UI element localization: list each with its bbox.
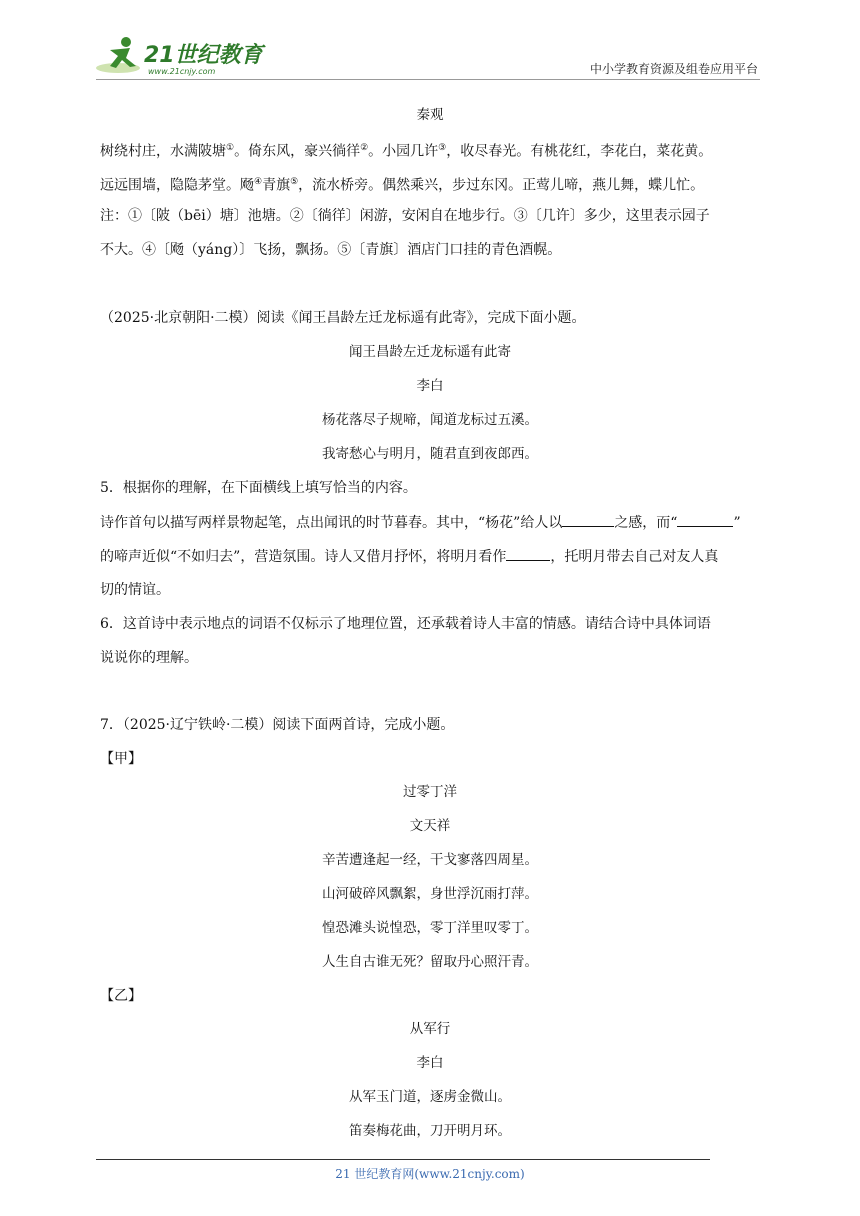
label-jia: 【甲】 bbox=[100, 751, 142, 767]
poem-author: 文天祥 bbox=[409, 818, 451, 834]
question-intro: 7．（2025·辽宁铁岭·二模）阅读下面两首诗，完成小题。 bbox=[100, 717, 455, 733]
svg-text:www.21cnjy.com: www.21cnjy.com bbox=[148, 67, 216, 76]
footer-link[interactable]: 21 世纪教育网(www.21cnjy.com) bbox=[335, 1167, 525, 1181]
note-line: 注：①〔陂（bēi）塘〕池塘。②〔徜徉〕闲游，安闲自在地步行。③〔几许〕多少，这里表示园子 bbox=[100, 208, 710, 224]
poem-author: 李白 bbox=[416, 378, 444, 394]
poem-verse: 笛奏梅花曲，刀开明月环。 bbox=[349, 1123, 511, 1139]
note-line: 不大。④〔飏（yáng）〕飞扬，飘扬。⑤〔青旗〕酒店门口挂的青色酒幌。 bbox=[100, 242, 562, 258]
footer-divider bbox=[96, 1159, 710, 1160]
poem-verse: 杨花落尽子规啼，闻道龙标过五溪。 bbox=[322, 412, 538, 428]
poem-verse: 惶恐滩头说惶恐，零丁洋里叹零丁。 bbox=[322, 920, 538, 936]
header-platform-text: 中小学教育资源及组卷应用平台 bbox=[589, 62, 758, 76]
answer-blank[interactable] bbox=[506, 546, 550, 561]
poem-verse: 我寄愁心与明月，随君直到夜郎西。 bbox=[322, 446, 538, 462]
poem-author: 秦观 bbox=[416, 107, 444, 123]
page-header bbox=[96, 30, 760, 80]
header-divider bbox=[96, 79, 760, 80]
answer-blank[interactable] bbox=[562, 512, 614, 527]
question-intro: （2025·北京朝阳·二模）阅读《闻王昌龄左迁龙标遥有此寄》，完成下面小题。 bbox=[100, 310, 586, 326]
poem-line: 树绕村庄，水满陂塘①。倚东风，豪兴徜徉②。小园几许③，收尽春光。有桃花红，李花白，菜花黄。 bbox=[100, 143, 713, 160]
question-5: 5．根据你的理解，在下面横线上填写恰当的内容。 bbox=[100, 480, 417, 496]
poem-line: 远远围墙，隐隐茅堂。飏④青旗⑤，流水桥旁。偶然乘兴，步过东冈。正莺儿啼，燕儿舞，蝶儿忙。 bbox=[100, 177, 705, 194]
svg-text:21世纪教育: 21世纪教育 bbox=[144, 43, 263, 68]
answer-blank[interactable] bbox=[677, 512, 733, 527]
question-6: 6．这首诗中表示地点的词语不仅标示了地理位置，还承载着诗人丰富的情感。请结合诗中具体词语 bbox=[100, 616, 711, 632]
question-5-text: 的啼声近似“不如归去”，营造氛围。诗人又借月抒怀，将明月看作 ，托明月带去自己对友人真 bbox=[100, 546, 718, 567]
logo-icon bbox=[96, 34, 266, 76]
poem-title: 从军行 bbox=[409, 1021, 451, 1037]
poem-verse: 从军玉门道，逐虏金微山。 bbox=[349, 1089, 511, 1105]
poem-title: 闻王昌龄左迁龙标遥有此寄 bbox=[349, 344, 511, 360]
question-5-text: 切的情谊。 bbox=[100, 582, 170, 598]
poem-title: 过零丁洋 bbox=[403, 784, 457, 800]
label-yi: 【乙】 bbox=[100, 988, 142, 1004]
poem-verse: 山河破碎风飘絮，身世浮沉雨打萍。 bbox=[322, 886, 538, 902]
question-5-text: 诗作首句以描写两样景物起笔，点出闻讯的时节暮春。其中，“杨花”给人以 之感，而“ ” bbox=[100, 512, 741, 533]
question-6: 说说你的理解。 bbox=[100, 650, 198, 666]
poem-verse: 人生自古谁无死？留取丹心照汗青。 bbox=[322, 954, 538, 970]
poem-author: 李白 bbox=[416, 1055, 444, 1071]
poem-verse: 辛苦遭逢起一经，干戈寥落四周星。 bbox=[322, 852, 538, 868]
